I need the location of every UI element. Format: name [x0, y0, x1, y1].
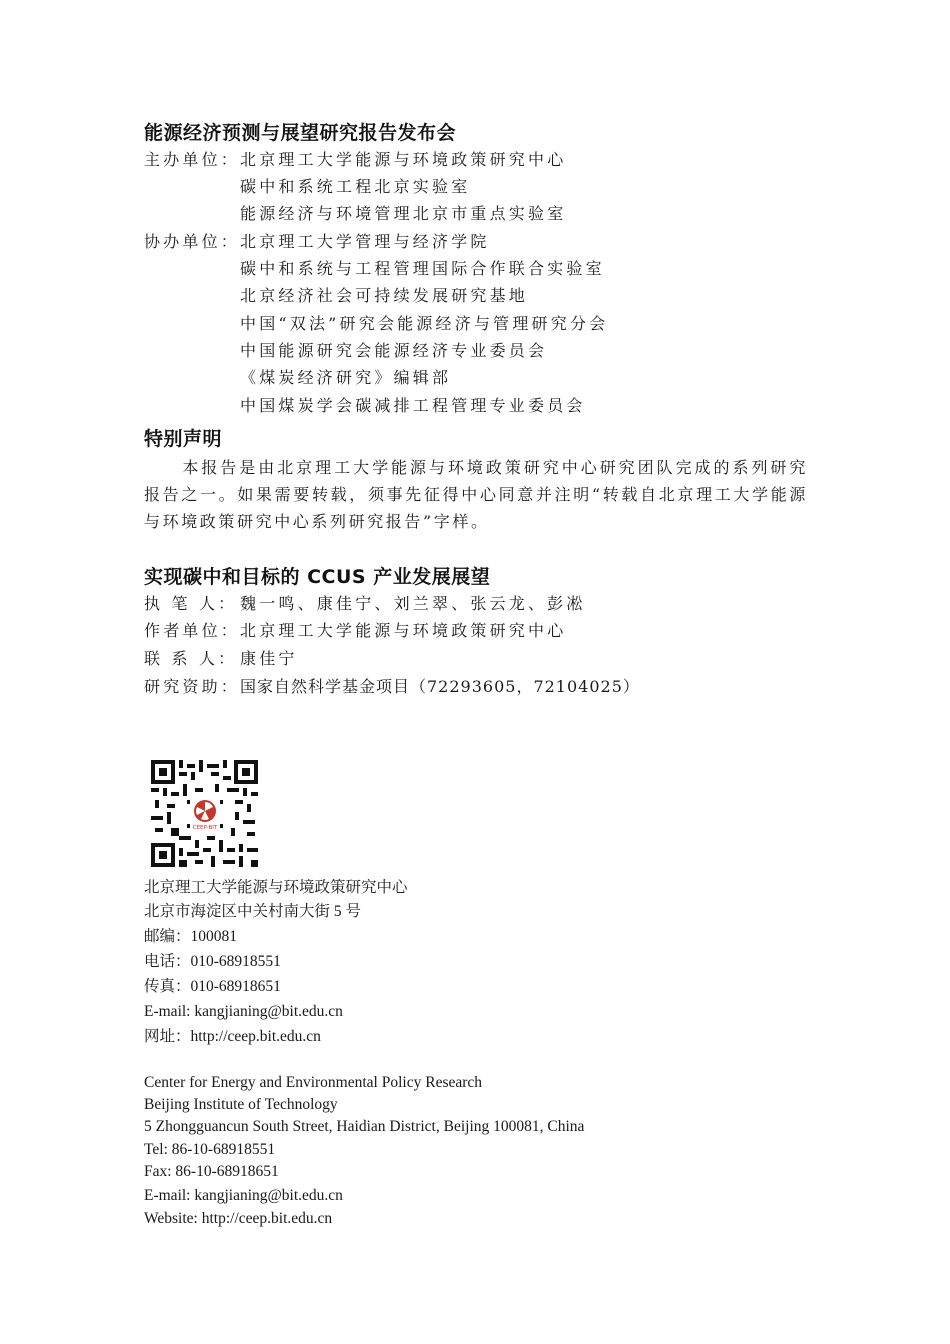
contact-en-line: Tel: 86-10-68918551 — [144, 1141, 276, 1158]
author-label: 执 笔 人： — [144, 594, 238, 613]
contact-en-line: 5 Zhongguancun South Street, Haidian District, Beijing 100081, China — [144, 1118, 585, 1135]
statement-paragraph — [144, 454, 808, 535]
affiliation-value: 北京理工大学能源与环境政策研究中心 — [240, 621, 567, 640]
contact-cn-line: 北京理工大学能源与环境政策研究中心 — [144, 879, 408, 896]
funding-value: 国家自然科学基金项目（72293605，72104025） — [240, 677, 640, 696]
contact-person-value: 康佳宁 — [240, 649, 298, 668]
host-item: 碳中和系统工程北京实验室 — [240, 177, 471, 196]
statement-body: 本报告是由北京理工大学能源与环境政策研究中心研究团队完成的系列研究报告之一。如果需要转载，须事先征得中心同意并注明“转载自北京理工大学能源与环境政策研究中心系列研究报告”字样。 — [144, 458, 808, 531]
co-host-item: 碳中和系统与工程管理国际合作联合实验室 — [240, 259, 605, 278]
contact-cn-website-link[interactable]: 网址：http://ceep.bit.edu.cn — [144, 1028, 321, 1045]
funding-label: 研究资助： — [144, 677, 241, 696]
co-host-item: 中国“双法”研究会能源经济与管理研究分会 — [240, 314, 609, 333]
co-host-item: 北京经济社会可持续发展研究基地 — [240, 286, 529, 305]
report-title: 实现碳中和目标的 CCUS 产业发展展望 — [144, 566, 491, 588]
contact-cn-line: 北京市海淀区中关村南大街 5 号 — [144, 903, 362, 920]
affiliation-label: 作者单位： — [144, 621, 241, 640]
co-host-item: 《煤炭经济研究》编辑部 — [240, 368, 452, 387]
contact-en-line: Center for Energy and Environmental Policy Research — [144, 1074, 483, 1091]
author-names: 魏一鸣、康佳宁、刘兰翠、张云龙、彭凇 — [240, 594, 586, 613]
contact-en-website-link[interactable]: Website: http://ceep.bit.edu.cn — [144, 1210, 333, 1227]
release-title: 能源经济预测与展望研究报告发布会 — [144, 122, 457, 144]
contact-person-label: 联 系 人： — [144, 649, 238, 668]
host-label: 主办单位： — [144, 150, 241, 169]
contact-en-email-link[interactable]: E-mail: kangjianing@bit.edu.cn — [144, 1187, 343, 1204]
contact-cn-email-link[interactable]: E-mail: kangjianing@bit.edu.cn — [144, 1003, 343, 1020]
contact-cn-line: 邮编：100081 — [144, 928, 238, 945]
co-host-label: 协办单位： — [144, 232, 241, 251]
co-host-item: 中国能源研究会能源经济专业委员会 — [240, 341, 548, 360]
co-host-item: 北京理工大学管理与经济学院 — [240, 232, 490, 251]
qr-code — [151, 760, 258, 867]
host-item: 能源经济与环境管理北京市重点实验室 — [240, 204, 567, 223]
qr-badge-text: CEEP-BIT — [192, 825, 218, 831]
contact-en-line: Beijing Institute of Technology — [144, 1096, 338, 1113]
co-host-item: 中国煤炭学会碳减排工程管理专业委员会 — [240, 396, 586, 415]
host-item: 北京理工大学能源与环境政策研究中心 — [240, 150, 567, 169]
statement-title: 特别声明 — [144, 428, 223, 450]
contact-cn-line: 电话：010-68918551 — [144, 953, 281, 970]
contact-cn-line: 传真：010-68918651 — [144, 978, 281, 995]
contact-en-line: Fax: 86-10-68918651 — [144, 1163, 279, 1180]
